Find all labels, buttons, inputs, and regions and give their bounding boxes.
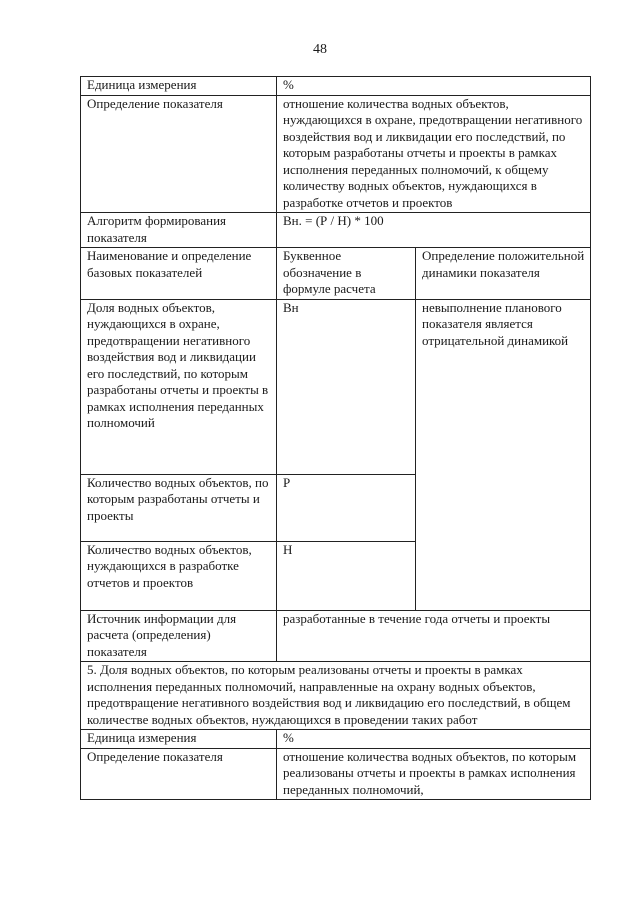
table-row bbox=[81, 248, 591, 300]
table-row bbox=[81, 77, 591, 96]
table-row bbox=[81, 213, 591, 248]
page-number: 48 bbox=[313, 42, 327, 57]
definition2-value-cell: отношение количества водных объектов, по которым реализованы отчеты и проекты в рамках исполнения переданных полномочий, bbox=[277, 748, 591, 800]
algorithm-formula-cell: Вн. = (Р / Н) * 100 bbox=[277, 213, 591, 248]
base-header-name-cell: Наименование и определение базовых показателей bbox=[81, 248, 277, 300]
table-row bbox=[81, 610, 591, 662]
base1-symbol-cell: Вн bbox=[277, 299, 416, 474]
base-header-dynamics-cell: Определение положительной динамики показателя bbox=[416, 248, 591, 300]
table-row bbox=[81, 662, 591, 730]
dynamics-cell: невыполнение планового показателя является отрицательной динамикой bbox=[416, 299, 591, 610]
definition-label-cell: Определение показателя bbox=[81, 95, 277, 213]
base3-name-cell: Количество водных объектов, нуждающихся в разработке отчетов и проектов bbox=[81, 541, 277, 610]
unit2-label-cell: Единица измерения bbox=[81, 730, 277, 749]
table-row bbox=[81, 748, 591, 800]
base3-symbol-cell: Н bbox=[277, 541, 416, 610]
base2-symbol-cell: Р bbox=[277, 474, 416, 541]
source-label-cell: Источник информации для расчета (определения) показателя bbox=[81, 610, 277, 662]
base2-name-cell: Количество водных объектов, по которым разработаны отчеты и проекты bbox=[81, 474, 277, 541]
unit-label-cell: Единица измерения bbox=[81, 77, 277, 96]
source-value-cell: разработанные в течение года отчеты и проекты bbox=[277, 610, 591, 662]
unit2-value-cell: % bbox=[277, 730, 591, 749]
indicator-table bbox=[80, 76, 591, 800]
unit-value-cell: % bbox=[277, 77, 591, 96]
base-header-symbol-cell: Буквенное обозначение в формуле расчета bbox=[277, 248, 416, 300]
section-title-cell: 5. Доля водных объектов, по которым реализованы отчеты и проекты в рамках исполнения переданных полномочий, направленные на охрану водных объектов, предотвращение негативного воздействия вод и ликвидацию его последствий, в общем количестве водных объектов, нуждающихся в проведении таких работ bbox=[81, 662, 591, 730]
table-row bbox=[81, 730, 591, 749]
base1-name-cell: Доля водных объектов, нуждающихся в охране, предотвращении негативного воздействия вод и ликвидации его последствий, по которым разработаны отчеты и проекты в рамках исполнения переданных полномочий bbox=[81, 299, 277, 474]
table-row bbox=[81, 299, 591, 474]
algorithm-label-cell: Алгоритм формирования показателя bbox=[81, 213, 277, 248]
definition2-label-cell: Определение показателя bbox=[81, 748, 277, 800]
table-row bbox=[81, 95, 591, 213]
definition-value-cell: отношение количества водных объектов, нуждающихся в охране, предотвращении негативного воздействия вод и ликвидации его последствий, по которым разработаны отчеты и проекты в рамках исполнения переданных полномочий, к общему количеству водных объектов, нуждающихся в разработке отчетов и проектов bbox=[277, 95, 591, 213]
